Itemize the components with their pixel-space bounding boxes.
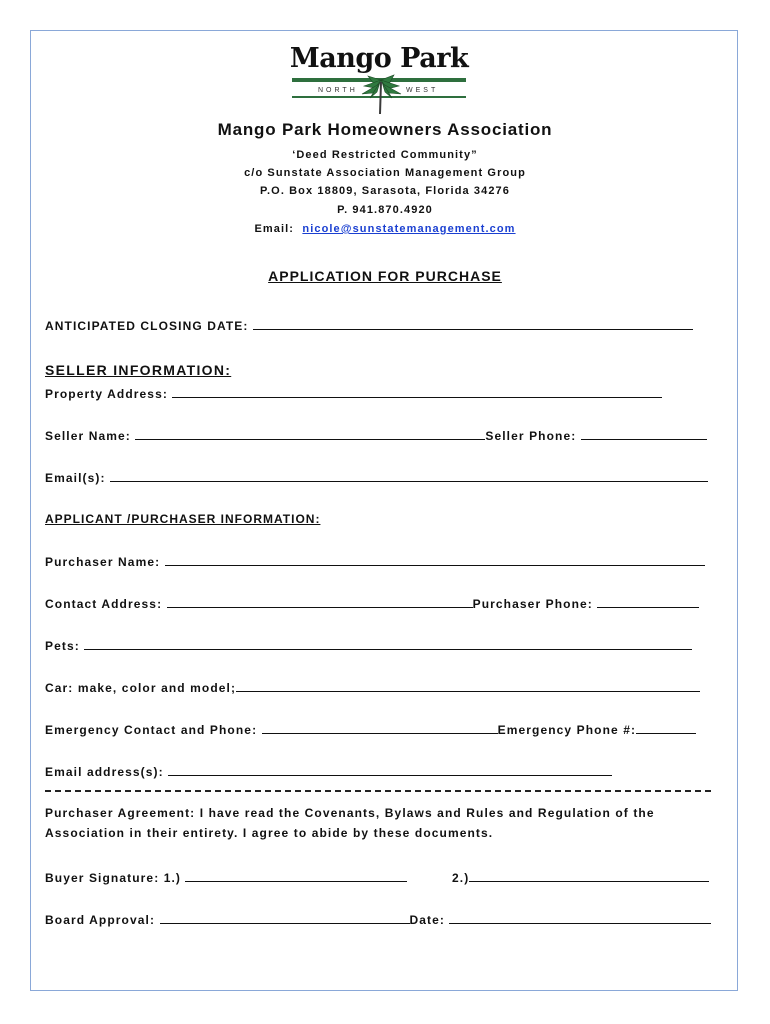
purchaser-phone-label: Purchaser Phone:: [472, 597, 593, 611]
board-approval-row: [45, 912, 711, 927]
emergency-contact-row: [45, 722, 696, 737]
car-field[interactable]: [236, 680, 700, 692]
logo-west-word: WEST: [406, 87, 439, 94]
buyer-signature-2-field[interactable]: [469, 870, 709, 882]
date-field[interactable]: [449, 912, 711, 924]
care-of-line: c/o Sunstate Association Management Group: [244, 167, 526, 179]
agreement-line-2: Association in their entirety. I agree to abide by these documents.: [45, 826, 494, 840]
contact-address-label: Contact Address:: [45, 597, 163, 611]
buyer-signature-row: [45, 870, 407, 885]
seller-emails-field[interactable]: [110, 470, 708, 482]
seller-emails-row: [45, 470, 708, 485]
email-link[interactable]: nicole@sunstatemanagement.com: [302, 223, 516, 235]
email-line: [0, 223, 770, 235]
closing-date-row: [45, 318, 693, 333]
board-approval-field[interactable]: [160, 912, 410, 924]
form-title: APPLICATION FOR PURCHASE: [268, 268, 502, 284]
association-title: Mango Park Homeowners Association: [217, 120, 553, 139]
property-address-label: Property Address:: [45, 387, 168, 401]
phone-number: P. 941.870.4920: [337, 204, 433, 216]
emergency-phone-field[interactable]: [636, 722, 696, 734]
purchaser-phone-field[interactable]: [597, 596, 699, 608]
mango-park-logo: [288, 42, 470, 114]
property-address-field[interactable]: [172, 386, 662, 398]
purchaser-name-field[interactable]: [165, 554, 705, 566]
buyer-signature-label: Buyer Signature: 1.): [45, 871, 182, 885]
car-row: [45, 680, 700, 695]
pets-field[interactable]: [84, 638, 692, 650]
seller-name-label: Seller Name:: [45, 429, 131, 443]
dashed-separator: [45, 790, 711, 792]
purchaser-name-row: [45, 554, 705, 569]
email-addresses-row: [45, 764, 612, 779]
tagline: ‘Deed Restricted Community”: [292, 149, 478, 161]
emergency-contact-field[interactable]: [262, 722, 498, 734]
purchaser-name-label: Purchaser Name:: [45, 555, 161, 569]
seller-emails-label: Email(s):: [45, 471, 106, 485]
logo-name: Mango Park: [289, 43, 469, 74]
buyer-signature-1-field[interactable]: [185, 870, 407, 882]
buyer-signature-2-row: [452, 870, 709, 885]
palm-tree-icon: [356, 72, 406, 116]
seller-phone-label: Seller Phone:: [485, 429, 577, 443]
pets-row: [45, 638, 692, 653]
contact-address-field[interactable]: [167, 596, 473, 608]
email-label: Email:: [254, 223, 295, 235]
emergency-contact-label: Emergency Contact and Phone:: [45, 723, 258, 737]
applicant-section-heading: APPLICANT /PURCHASER INFORMATION:: [45, 512, 321, 526]
car-label: Car: make, color and model;: [45, 681, 237, 695]
email-addresses-label: Email address(s):: [45, 765, 164, 779]
seller-name-row: [45, 428, 707, 443]
mailing-address: P.O. Box 18809, Sarasota, Florida 34276: [260, 185, 510, 197]
closing-date-label: ANTICIPATED CLOSING DATE:: [45, 319, 249, 333]
emergency-phone-label: Emergency Phone #:: [497, 723, 637, 737]
date-label: Date:: [409, 913, 446, 927]
email-addresses-field[interactable]: [168, 764, 612, 776]
contact-address-row: [45, 596, 699, 611]
property-address-row: [45, 386, 662, 401]
logo-north-word: NORTH: [318, 87, 358, 94]
board-approval-label: Board Approval:: [45, 913, 156, 927]
pets-label: Pets:: [45, 639, 80, 653]
buyer-signature-2-label: 2.): [452, 871, 470, 885]
seller-section-heading: SELLER INFORMATION:: [45, 362, 232, 378]
closing-date-field[interactable]: [253, 318, 693, 330]
seller-name-field[interactable]: [135, 428, 485, 440]
agreement-line-1: Purchaser Agreement: I have read the Covenants, Bylaws and Rules and Regulation of the: [45, 806, 655, 820]
seller-phone-field[interactable]: [581, 428, 707, 440]
